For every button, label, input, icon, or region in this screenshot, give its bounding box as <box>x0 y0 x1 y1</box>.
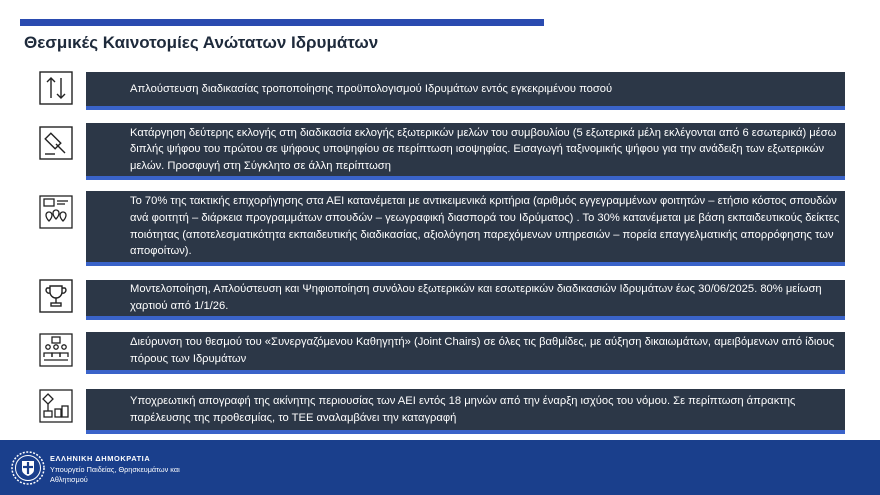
top-accent-bar <box>20 19 544 26</box>
info-row-4 <box>86 280 845 320</box>
footer <box>0 440 880 495</box>
greek-republic-emblem-icon <box>10 450 46 486</box>
info-row-text: Υποχρεωτική απογραφή της ακίνητης περιουσίας των ΑΕΙ εντός 18 μηνών από την έναρξη ισχύος του νόμου. Σε περίπτωση άπρακτης παρέλευσης της προθεσμίας, το ΤΕΕ αναλαμβάνει την καταγραφή <box>130 394 796 424</box>
info-row-2 <box>86 123 845 180</box>
info-row-1 <box>86 72 845 110</box>
info-row-text: Το 70% της τακτικής επιχορήγησης στα ΑΕΙ κατανέμεται με αντικειμενικά κριτήρια (αριθμός εγγεγραμμένων φοιτητών – ετήσιο κόστος σπουδών ανά φοιτητή – διάρκεια προγραμμάτων σπουδών – γεωγραφική διασπορά του Ιδρύματος) . Το 30% κατανέμεται με βάση εκπαιδευτικούς δείκτες ποιότητας (αποτελεσματικότητα εκπαιδευτικής διαδικασίας, αξιολόγηση παρεχόμενων υπηρεσιών – πορεία επαγγελματικής απορρόφησης των αποφοίτων). <box>130 195 840 258</box>
info-row-3 <box>86 191 845 266</box>
page-title: Θεσμικές Καινοτομίες Ανώτατων Ιδρυμάτων <box>24 33 379 52</box>
group-presentation-icon <box>39 333 73 367</box>
footer-title: ΕΛΛΗΝΙΚΗ ΔΗΜΟΚΡΑΤΙΑ <box>50 454 151 463</box>
gavel-icon <box>39 126 73 160</box>
info-row-5 <box>86 332 845 374</box>
footer-subtitle: Υπουργείο Παιδείας, Θρησκευμάτων και Αθλητισμού <box>50 465 180 484</box>
info-row-text: Κατάργηση δεύτερης εκλογής στη διαδικασία εκλογής εξωτερικών μελών του συμβουλίου (5 εξωτερικά μέλη εκλέγονται από 6 εσωτερικά) μέσω διπλής ψήφου του πρώτου σε ψήφους υποψηφίου σε περίπτωση ισοψηφίας. Εισαγωγή ταξινομικής ψήφου για την ανάδειξη των εξωτερικών μελών. Προσφυγή στη Σύγκλητο σε άλλη περίπτωση <box>130 126 837 172</box>
info-row-text: Μοντελοποίηση, Απλούστευση και Ψηφιοποίηση συνόλου εξωτερικών και εσωτερικών διαδικασιών Ιδρυμάτων έως 30/06/2025. 80% μείωση χαρτιού από 1/1/26. <box>130 283 822 312</box>
property-inventory-icon <box>39 389 73 423</box>
arrows-up-down-icon <box>39 71 73 105</box>
criteria-map-pins-icon <box>39 195 73 229</box>
info-row-6 <box>86 389 845 434</box>
info-row-text: Απλούστευση διαδικασίας τροποποίησης προϋπολογισμού Ιδρυμάτων εντός εγκεκριμένου ποσού <box>130 82 613 95</box>
trophy-icon <box>39 279 73 313</box>
info-row-text: Διεύρυνση του θεσμού του «Συνεργαζόμενου Καθηγητή» (Joint Chairs) σε όλες τις βαθμίδες, με αύξηση δικαιωμάτων, αμειβόμενων από ίδιους πόρους των Ιδρυμάτων <box>130 336 835 365</box>
